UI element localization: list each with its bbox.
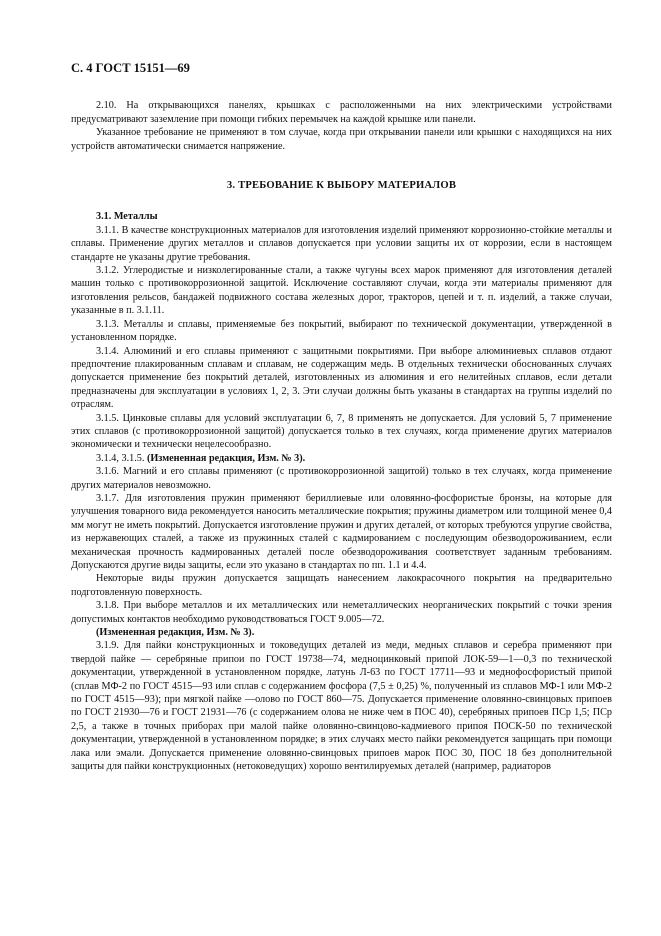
paragraph-2-10: 2.10. На открывающихся панелях, крышках с расположенными на них электрическими устройствами предусматривают заземление при помощи гибких перемычек на каждой крышке или панели. (71, 100, 612, 125)
paragraph-3-1-2: 3.1.2. Углеродистые и низколегированные стали, а также чугуны всех марок применяют для изготовления деталей машин только с противокоррозионной защитой. Исключение составляют случаи, когда эти материалы применяют для изготовления рельсов, бандажей подвижного состава железных дорог, тракторов, цепей и т. п. изделий, а также случаи, указанные в п. 3.1.11. (71, 265, 612, 317)
paragraph-3-1-7: 3.1.7. Для изготовления пружин применяют бериллиевые или оловянно-фосфористые бронзы, на которые для улучшения товарного вида рекомендуется наносить металлические покрытия; пружины диаметром или толщиной менее 0,4 мм могут не иметь покрытий. Допускается изготовление пружин и других деталей, от которых требуются упругие свойства, из нержавеющих сталей, а также из пружинных сталей с кадмированием с последующим обезводороживанием, если механическая прочность кадмированных деталей после обезводороживания соответствует заданным требованиям. Допускаются другие виды защиты, если это указано в стандартах по пп. 1.1 и 4.4. (71, 492, 612, 571)
document-page (71, 62, 612, 774)
paragraph-3-1-4: 3.1.4. Алюминий и его сплавы применяют с защитными покрытиями. При выборе алюминиевых сплавов отдают предпочтение плакированным сплавам и сплавам, не содержащим медь. В отдельных технически обоснованных случаях допускается применение без покрытий деталей, изготовленных из алюминия и его нелитейных сплавов, если детали предназначены для эксплуатации в условиях 1, 2, 3. Эти случаи должны быть указаны в стандартах на группы изделий по отраслям. (71, 345, 612, 411)
paragraph-3-1-8: 3.1.8. При выборе металлов и их металлических или неметаллических неорганических покрытий с точки зрения допустимых контактов необходимо руководствоваться ГОСТ 9.005—72. (71, 600, 612, 625)
change-note-3-1-8: (Измененная редакция, Изм. № 3). (96, 627, 255, 639)
paragraph-3-1-7-note: Некоторые виды пружин допускается защищать нанесением лакокрасочного покрытия на предварительно подготовленную поверхность. (71, 573, 612, 598)
page-header: С. 4 ГОСТ 15151—69 (71, 61, 190, 75)
paragraph-3-1-9: 3.1.9. Для пайки конструкционных и токоведущих деталей из меди, медных сплавов и серебра применяют при твердой пайке — серебряные припои по ГОСТ 19738—74, медноцинковый припой ЛОК-59—1—0,3 по технической документации, утвержденной в установленном порядке, латунь Л-63 по ГОСТ 17711—93 и меднофосфористый припой (сплав МФ-2 по ГОСТ 4515—93 или сплав с содержанием фосфора (7,5 ± 0,25) %, полученный из сплавов МФ-1 или МФ-2 по ГОСТ 4515—93); при мягкой пайке —олово по ГОСТ 860—75. Допускается применение оловянно-свинцовых припоев по ГОСТ 21930—76 и ГОСТ 21931—76 (с содержанием олова не ниже чем в ПОС 40), серебряных припоев ПСр 1,5; ПСр 2,5, а также в точных приборах при малой пайке оловянно-свинцово-кадмиевого припоя ПОСК-50 по технической документации, утвержденной в установленном порядке; в этих случаях место пайки рекомендуется защищать при помощи лака или эмали. Допускается применение оловянно-свинцовых припоев марок ПОС 30, ПОС 18 без дополнительной защиты для пайки конструкционных (нетоковедущих) хорошо вентилируемых деталей (например, радиаторов (71, 640, 612, 773)
paragraph-2-10-note: Указанное требование не применяют в том случае, когда при открывании панели или крышки с находящихся на них устройств автоматически снимается напряжение. (71, 127, 612, 152)
change-note-text: (Измененная редакция, Изм. № 3). (146, 452, 306, 464)
section-title: 3. ТРЕБОВАНИЕ К ВЫБОРУ МАТЕРИАЛОВ (226, 180, 457, 192)
paragraph-3-1-6: 3.1.6. Магний и его сплавы применяют (с противокоррозионной защитой) только в тех случаях, когда применение других материалов невозможно. (71, 466, 612, 491)
subsection-title-metals: 3.1. Металлы (96, 211, 158, 223)
change-note-3-1-4-5 (71, 452, 612, 465)
change-note-ref: 3.1.4, 3.1.5. (96, 452, 145, 464)
paragraph-3-1-1: 3.1.1. В качестве конструкционных материалов для изготовления изделий применяют коррозионно-стойкие металлы и сплавы. Применение других металлов и сплавов допускается при условии защиты их от коррозии, если в настоящем стандарте не указаны другие требования. (71, 224, 612, 263)
paragraph-3-1-3: 3.1.3. Металлы и сплавы, применяемые без покрытий, выбирают по технической документации, утвержденной в установленном порядке. (71, 318, 612, 344)
paragraph-3-1-5: 3.1.5. Цинковые сплавы для условий эксплуатации 6, 7, 8 применять не допускается. Для условий 5, 7 применение этих сплавов (с противокоррозионной защитой) допускается только в тех случаях, когда применение других материалов экономически и технически нецелесообразно. (71, 412, 612, 451)
